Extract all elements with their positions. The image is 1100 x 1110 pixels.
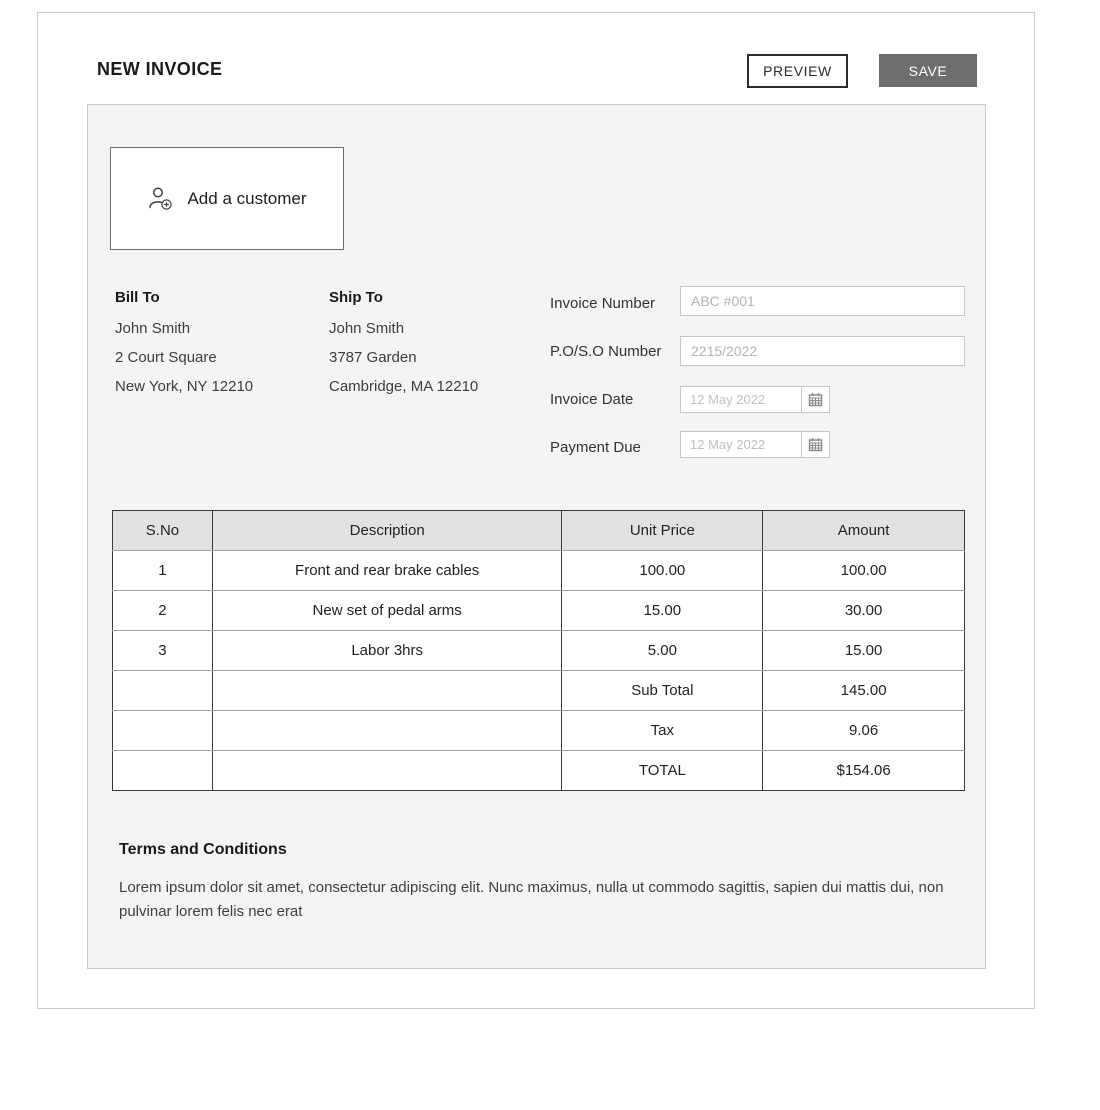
preview-button[interactable]: PREVIEW: [747, 54, 848, 88]
add-customer-icon: [147, 185, 174, 212]
cell-amount: 100.00: [763, 551, 965, 591]
cell-amount: 30.00: [763, 591, 965, 631]
header-description: Description: [212, 511, 562, 551]
terms-body: Lorem ipsum dolor sit amet, consectetur adipiscing elit. Nunc maximus, nulla ut commodo sagittis, sapien dui mattis dui, non pulvinar lorem felis nec erat: [119, 879, 944, 920]
cell-amount: 15.00: [763, 631, 965, 671]
line-items-table: [112, 510, 965, 791]
payment-due-field: [680, 431, 830, 458]
ship-to-block: [329, 289, 478, 408]
summary-row-total: [113, 751, 965, 791]
header-sno: S.No: [113, 511, 213, 551]
invoice-number-label: Invoice Number: [550, 295, 656, 312]
payment-due-calendar-button[interactable]: [801, 432, 829, 457]
terms-heading: Terms and Conditions: [119, 841, 287, 858]
invoice-date-calendar-button[interactable]: [801, 387, 829, 412]
cell-empty: [212, 751, 562, 791]
po-so-number-label: P.O/S.O Number: [550, 343, 662, 360]
payment-due-input[interactable]: [681, 432, 801, 457]
ship-to-heading: Ship To: [329, 289, 383, 306]
cell-description: Labor 3hrs: [212, 631, 562, 671]
ship-to-city: Cambridge, MA 12210: [329, 378, 479, 395]
header-unit-price: Unit Price: [562, 511, 763, 551]
add-customer-button[interactable]: [110, 147, 344, 250]
tax-label: Tax: [562, 711, 763, 751]
cell-empty: [113, 711, 213, 751]
page-title: NEW INVOICE: [97, 59, 223, 79]
bill-to-block: [115, 289, 253, 408]
total-label: TOTAL: [562, 751, 763, 791]
summary-row-tax: [113, 711, 965, 751]
bill-to-street: 2 Court Square: [115, 349, 217, 366]
cell-empty: [113, 671, 213, 711]
header-amount: Amount: [763, 511, 965, 551]
bill-to-name: John Smith: [115, 320, 191, 337]
table-header-row: [113, 511, 965, 551]
add-customer-label: Add a customer: [187, 188, 307, 208]
invoice-number-input[interactable]: [680, 286, 965, 316]
invoice-date-input[interactable]: [681, 387, 801, 412]
save-button[interactable]: SAVE: [879, 54, 977, 87]
invoice-editor-card: [37, 12, 1035, 1009]
calendar-icon: [808, 392, 823, 407]
calendar-icon: [808, 437, 823, 452]
cell-sno: 1: [113, 551, 213, 591]
invoice-form-panel: [87, 104, 986, 969]
tax-value: 9.06: [763, 711, 965, 751]
bill-to-city: New York, NY 12210: [115, 378, 254, 395]
cell-unit-price: 100.00: [562, 551, 763, 591]
cell-unit-price: 15.00: [562, 591, 763, 631]
cell-empty: [113, 751, 213, 791]
po-so-number-input[interactable]: [680, 336, 965, 366]
cell-sno: 3: [113, 631, 213, 671]
cell-sno: 2: [113, 591, 213, 631]
cell-description: New set of pedal arms: [212, 591, 562, 631]
ship-to-name: John Smith: [329, 320, 405, 337]
table-row: [113, 591, 965, 631]
cell-empty: [212, 671, 562, 711]
bill-to-heading: Bill To: [115, 289, 160, 306]
subtotal-value: 145.00: [763, 671, 965, 711]
ship-to-street: 3787 Garden: [329, 349, 417, 366]
table-row: [113, 631, 965, 671]
summary-row-subtotal: [113, 671, 965, 711]
invoice-date-label: Invoice Date: [550, 391, 634, 408]
table-row: [113, 551, 965, 591]
cell-empty: [212, 711, 562, 751]
cell-unit-price: 5.00: [562, 631, 763, 671]
terms-section: [119, 841, 959, 924]
total-value: $154.06: [763, 751, 965, 791]
payment-due-label: Payment Due: [550, 439, 641, 456]
cell-description: Front and rear brake cables: [212, 551, 562, 591]
invoice-date-field: [680, 386, 830, 413]
subtotal-label: Sub Total: [562, 671, 763, 711]
